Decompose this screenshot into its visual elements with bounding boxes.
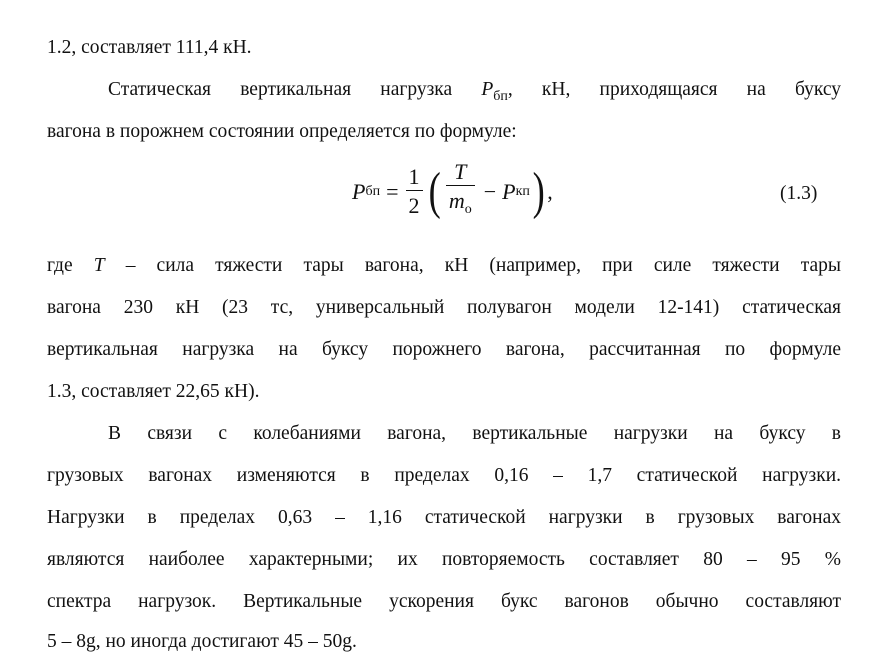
fraction-half [406,164,423,221]
text-run: – сила тяжести тары вагона, кН (например, при силе тяжести тары [125,255,841,276]
symbol-subscript: о [464,202,472,217]
paragraph-line [108,78,841,109]
paragraph-line: В связи с колебаниями вагона, вертикальные нагрузки на буксу в [108,423,841,444]
formula-equals: = [386,179,399,204]
formula-minus: − [483,179,497,204]
symbol-p-kp: P [502,179,516,204]
formula-lhs-subscript: бп [365,184,381,199]
fraction-t-over-m [446,159,475,225]
text-run: , кН, приходящаяся на буксу [507,79,842,100]
paragraph-line: вертикальная нагрузка на буксу порожнего вагона, рассчитанная по формуле [47,339,841,360]
paragraph-line: Нагрузки в пределах 0,63 – 1,16 статической нагрузки в грузовых вагонах [47,507,841,528]
fraction-denominator [446,186,475,225]
paragraph-line: 5 – 8g, но иногда достигают 45 – 50g. [47,631,357,652]
text-run: где [47,255,73,276]
paragraph-line: 1.2, составляет 111,4 кН. [47,37,252,58]
symbol-t: T [93,255,105,276]
open-paren: ( [428,163,441,220]
paragraph-line [47,254,841,278]
formula-lhs: P [352,179,366,204]
paragraph-line: вагона в порожнем состоянии определяется по формуле: [47,121,517,142]
close-paren: ) [532,163,545,220]
symbol-subscript: кп [515,184,530,199]
paragraph-line: 1.3, составляет 22,65 кН). [47,381,260,402]
symbol-subscript: бп [493,89,508,104]
text-run: Статическая вертикальная нагрузка [108,79,453,100]
formula-1-3 [352,154,553,230]
equation-number: (1.3) [780,183,818,204]
paragraph-line: грузовых вагонах изменяются в пределах 0,16 – 1,7 статической нагрузки. [47,465,841,486]
symbol-p: P [481,79,494,100]
symbol-m: m [448,188,465,213]
formula-trailing-comma: , [547,179,553,204]
fraction-numerator: 1 [408,163,420,189]
fraction-denominator: 2 [408,192,420,218]
fraction-numerator: T [454,159,467,184]
paragraph-line: спектра нагрузок. Вертикальные ускорения букс вагонов обычно составляют [47,591,841,612]
paragraph-line: вагона 230 кН (23 тс, универсальный полувагон модели 12-141) статическая [47,297,841,318]
paragraph-line: являются наиболее характерными; их повторяемость составляет 80 – 95 % [47,549,841,570]
